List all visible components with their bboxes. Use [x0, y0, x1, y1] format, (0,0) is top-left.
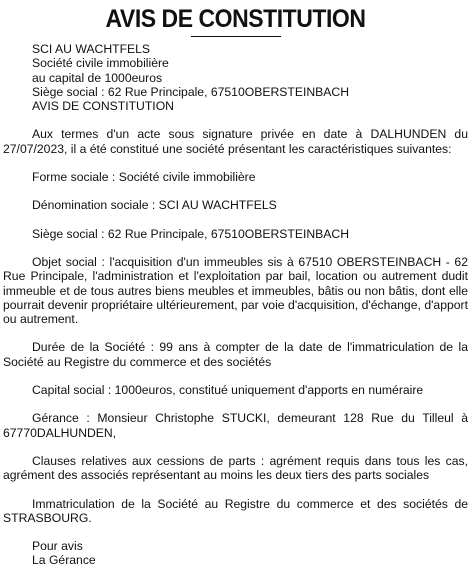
notice-body	[3, 42, 468, 568]
company-name: SCI AU WACHTFELS	[32, 42, 151, 56]
company-notice-label: AVIS DE CONSTITUTION	[32, 99, 174, 114]
intro-paragraph: Aux termes d'un acte sous signature privée en date à DALHUNDEN du 27/07/2023, il a été constitué une société présentant les caractéristiques suivantes:	[3, 127, 468, 156]
siege-social: Siège social : 62 Rue Principale, 67510OBERSTEINBACH	[32, 226, 350, 241]
signature-block	[3, 539, 468, 568]
company-capital: au capital de 1000euros	[32, 70, 163, 85]
duree-societe: Durée de la Société : 99 ans à compter de la date de l'immatriculation de la Société au Registre du commerce et des sociétés	[3, 340, 468, 369]
forme-sociale: Forme sociale : Société civile immobilière	[32, 170, 256, 185]
signature-pour-avis: Pour avis	[32, 539, 83, 554]
denomination-sociale: Dénomination sociale : SCI AU WACHTFELS	[32, 198, 277, 213]
notice-title: AVIS DE CONSTITUTION	[105, 5, 366, 33]
objet-social: Objet social : l'acquisition d'un immeubles sis à 67510 OBERSTEINBACH - 62 Rue Principale, l'administration et l'exploitation par bail, location ou autrement dudit immeuble et de tous autres biens meubles et immeubles, bâtis ou non bâtis, dont elle pourrait devenir propriétaire ultérieurement, par voie d'acquisition, d'échange, d'apport ou autrement.	[3, 254, 468, 327]
gerance: Gérance : Monsieur Christophe STUCKI, demeurant 128 Rue du Tilleul à 67770DALHUNDEN,	[3, 411, 468, 440]
clauses-cessions: Clauses relatives aux cessions de parts : agrément requis dans tous les cas, agrément des associés représentant au moins les deux tiers des parts sociales	[3, 453, 468, 483]
immatriculation: Immatriculation de la Société au Registre du commerce et des sociétés de STRASBOURG.	[3, 496, 468, 525]
company-type: Société civile immobilière	[32, 56, 169, 71]
title-underline	[191, 36, 281, 37]
capital-social: Capital social : 1000euros, constitué uniquement d'apports en numéraire	[32, 383, 424, 398]
signature-gerance: La Gérance	[32, 553, 96, 568]
company-header	[3, 42, 468, 113]
company-seat: Siège social : 62 Rue Principale, 67510OBERSTEINBACH	[32, 84, 350, 99]
